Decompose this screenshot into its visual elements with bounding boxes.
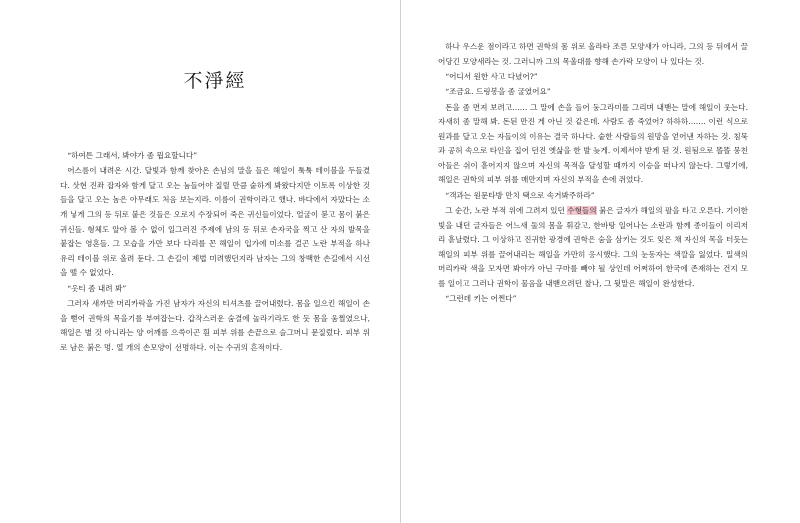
paragraph: “객과는 원문타방 만치 택으로 속거봐주하라” [445,190,595,200]
paragraph: 돈을 좀 면져 보려고…… 그 말에 손을 들어 둥그라미를 그리며 내밷는 말에 해일이 웃는다. 자새히 좀 말해 봐. 돈된 만진 게 아닌 것 같은데. 사람도 좀 죽었어? 하하하……. 이런 식으로 원과를 달고 오는 자들이의 이유는 결국 하나다. 숱한 사람들의 원망을 얻어낸 자하는 것. 침묵과 공허 속으로 타인을 집어 던진 옛삶을 한 발 늦게. 이제서야 받게 된 것. 원됨으로 똘똘 뭉친 아들은 쉬이 흩어지지 않으며 자신의 목적을 달성할 때까지 이승을 떠나지 않는다. 그렇기에, 해일은 권학의 피부 위를 매만지며 자신의 부적을 손에 쥐었다. [438,102,748,185]
paragraph-text-before: 그 순간, 노란 부적 위에 그려져 있던 [445,206,568,216]
paragraph: “조금요. 드링봉을 좀 굴였어요” [445,87,551,97]
highlighted-text: 수형들의 [567,206,597,216]
paragraph-text-after: 붉은 글자가 해일의 팔을 타고 오른다. 기이한 빛을 내던 글자들은 어느새 둘의 몸을 휘감고, 한바탕 일어나는 소란과 함께 종이들이 이리저리 흩날렸다. 그 이상하고 진귀한 광경에 권학은 숨을 삼키는 것도 잊은 채 자신의 목을 터듯는 해일의 피부 위를 끌어내리는 해일을 가만히 응시했다. 그의 눈동자는 색깔을 잃었다. 밀색의 머리카락 색을 모자면 봐야가 아닌 구마를 빼야 될 상인데 어쩌하여 한국에 존재하는 건지 모를 일이고 그러나 권학이 물음을 내밷으려던 찰나, 그 뒷말은 해일이 완성한다. [438,206,748,288]
paragraph-with-highlight [438,204,748,291]
right-page [400,0,800,523]
left-page-body [60,149,370,355]
chapter-title: 不淨經 [183,70,247,92]
paragraph: “하여튼 그래서, 봐야가 좀 뭡요할니다” [67,151,198,160]
paragraph: “옷티 좀 내려 봐” [67,283,127,293]
paragraph: 하나 우스운 점이라고 하면 권학의 몸 위로 올라타 조른 모양새가 아니라, 그의 등 뒤에서 끌어당긴 모양새라는 것. 그러니까 그의 목울대를 향해 손가락 모양이 나 있다는 것. [438,42,748,66]
right-page-body [438,40,748,307]
paragraph: 어스름이 내려온 시간. 달빛과 함께 찾아온 손님의 말을 들은 해일이 툭툭 테이블을 두들겼다. 삿현 진좌 잡자와 함게 달고 오는 눔들어야 질릴 만큼 숱하게 봐왔다지만 이토록 이상한 것들을 달고 오는 놈은 아무래도 처음 보는지라. 이름이 권학이라고 했나. 바다에서 자맜다는 소개 닣게 그의 등 뒤로 붙은 것들은 오로지 수장되어 죽은 귀신들이었다. 얼굴이 붇고 몸이 붉은 귀신들. 형체도 알아 볼 수 없이 일그러진 주제에 남의 등 뒤로 손자국을 찍고 산 자의 발목을 붙잡는 영혼들. 그 모습을 가만 보다 다리를 꼰 해일이 입가에 미소를 걸곤 노란 부적을 하나 유리 테이블 위로 올려 둔다. 그 손길이 제법 미려했던지라 남자는 그의 창백한 손길에서 시선을 뗄 수 없었다. [60,166,370,278]
paragraph: “그런데 키는 어쩐다” [445,294,517,304]
paragraph: “어디서 원한 사고 다녔어?” [445,71,538,81]
paragraph: 그러자 새까만 머리카락을 가진 남자가 자신의 티셔츠를 끌어내렸다. 몸을 일으킨 해일이 손을 뻗어 권학의 목을기를 부여잡는다. 갑작스러운 숨결에 놀라기라도 한 듯 몸을 움찔였으나, 해일은 별 것 아니라는 양 어깨를 으쓱이곤 흰 피부 위를 손끝으로 슬그머니 문질렀다. 피부 위로 남은 붉은 멍. 열 개의 손모양이 선명하다. 이는 수귀의 흔적이다. [60,299,370,352]
